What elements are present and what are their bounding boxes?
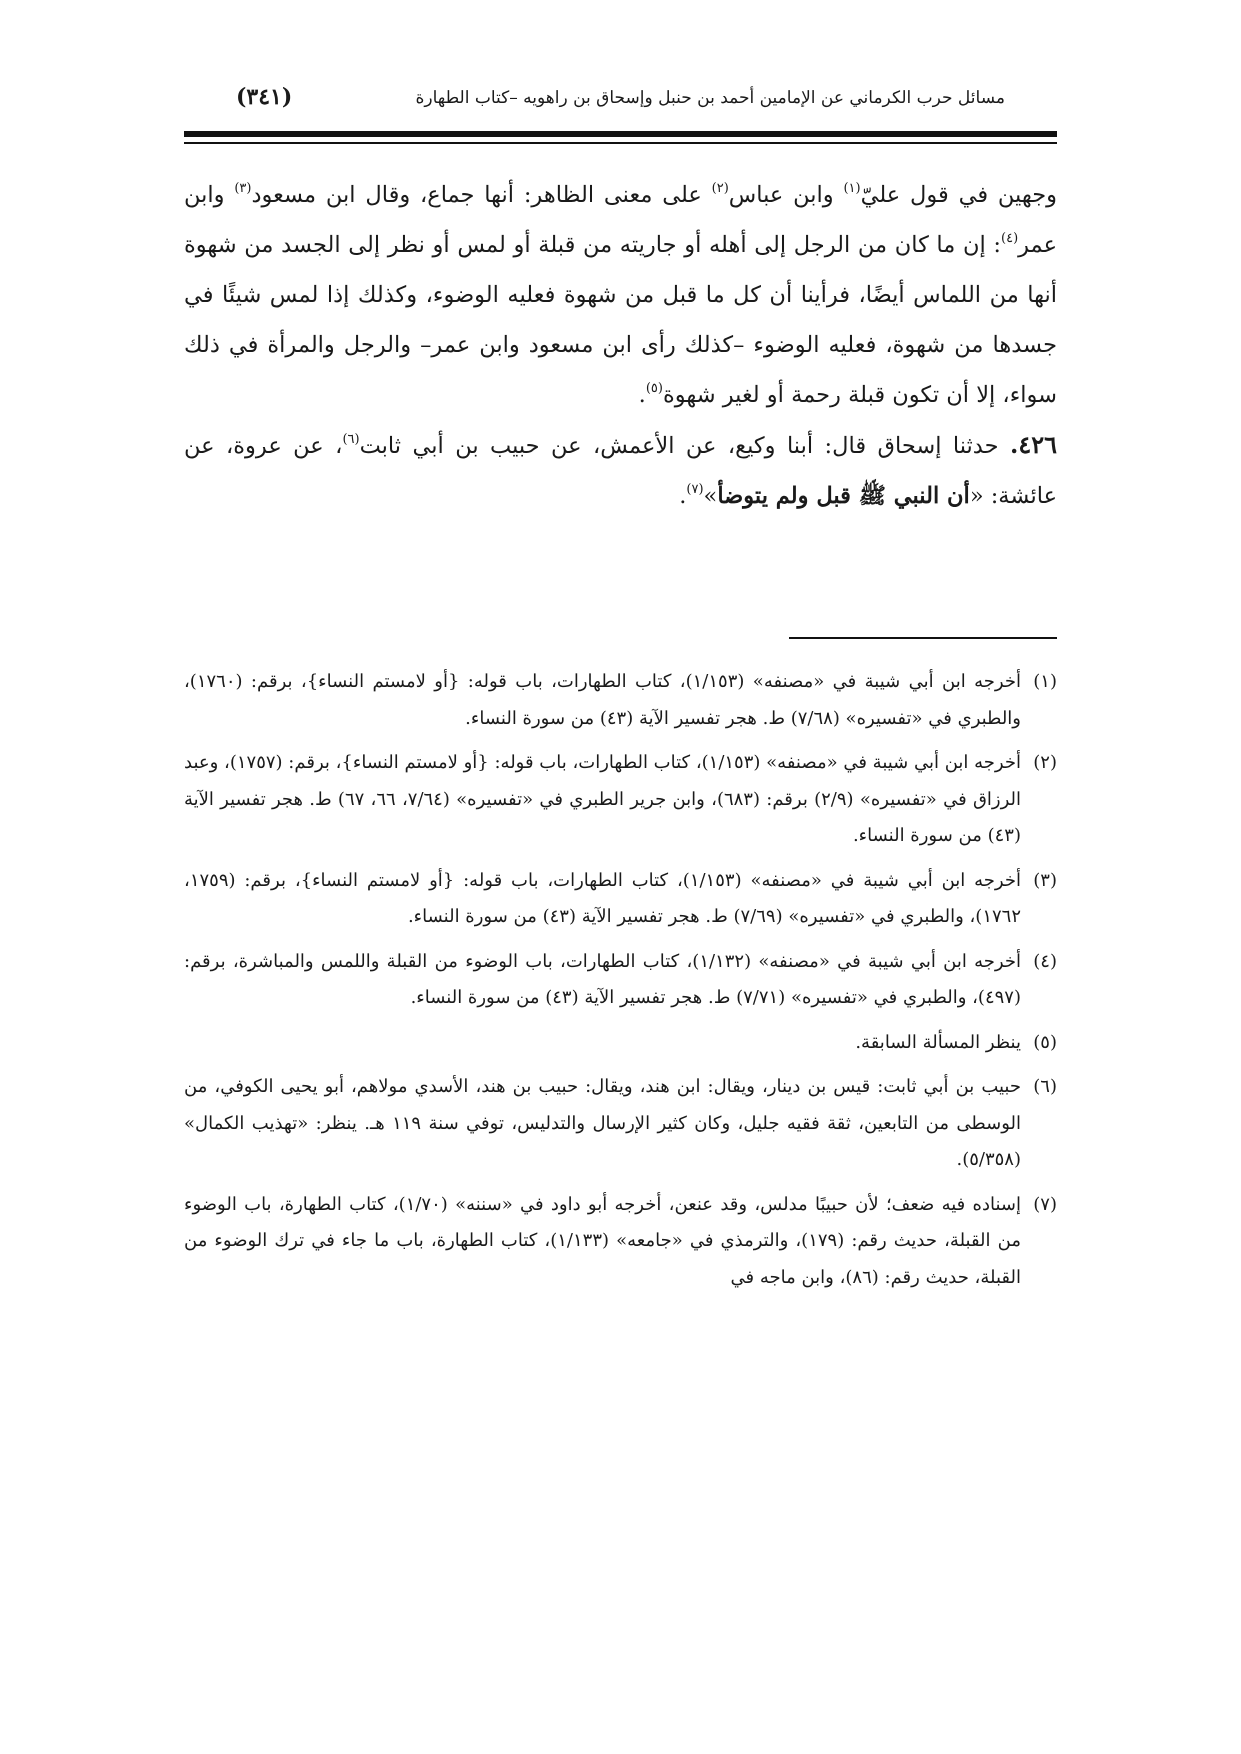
text-run: : إن ما كان من الرجل إلى أهله أو جاريته من قبلة أو لمس أو نظر إلى الجسد من شهوة أنها من اللماس أيضًا، فرأينا أن كل ما قبل من شهوة فعليه الوضوء، وكذلك إذا لمس شيئًا في جسدها من شهوة، فعليه الوضوء –كذلك رأى ابن مسعود وابن عمر– والرجل والمرأة في ذلك سواء، إلا أن تكون قبلة رحمة أو لغير شهوة — [184, 232, 1057, 408]
footnote-text: ينظر المسألة السابقة. — [855, 1031, 1021, 1053]
issue-number: ٤٢٦. — [1009, 430, 1057, 459]
footnote-number: (٦) — [1033, 1076, 1057, 1097]
footnote — [184, 944, 1057, 1017]
footnote-ref: (١) — [843, 180, 861, 196]
footnote-number: (٤) — [1033, 950, 1057, 972]
header-rule-thin — [184, 142, 1057, 144]
text-run: ، عن عروة، عن عائشة: « — [184, 433, 1057, 509]
issue-paragraph — [184, 420, 1057, 521]
footnote — [184, 745, 1057, 855]
footnote — [184, 664, 1057, 737]
footnote-text: إسناده فيه ضعف؛ لأن حبيبًا مدلس، وقد عنعن، أخرجه أبو داود في «سننه» (١/٧٠)، كتاب الطهارة، باب الوضوء من القبلة، حديث رقم: (١٧٩)، والترمذي في «جامعه» (١/١٣٣)، كتاب الطهارة، باب ما جاء في ترك الوضوء من القبلة، حديث رقم: (٨٦)، وابن ماجه في — [184, 1193, 1022, 1288]
text-run: . — [679, 483, 687, 509]
text-run: وابن عباس — [728, 182, 844, 208]
header-rule-thick — [184, 131, 1057, 137]
footnote-number: (٧) — [1033, 1193, 1057, 1215]
discussion-paragraph — [184, 170, 1057, 420]
footnote-text: أخرجه ابن أبي شيبة في «مصنفه» (١/١٥٣)، كتاب الطهارات، باب قوله: {أو لامستم النساء}، برقم: (١٧٥٩، ١٧٦٢)، والطبري في «تفسيره» (٧/٦٩) ط. هجر تفسير الآية (٤٣) من سورة النساء. — [184, 869, 1021, 927]
text-run: على معنى الظاهر: أنها جماع، وقال ابن مسعود — [251, 182, 712, 208]
footnote-text: حبيب بن أبي ثابت: قيس بن دينار، ويقال: ابن هند، ويقال: حبيب بن هند، الأسدي مولاهم، أبو يحيى الكوفي، من الوسطى من التابعين، ثقة فقيه جليل، وكان كثير الإرسال والتدليس، توفي سنة ١١٩ هـ. ينظر: «تهذيب الكمال» (٥/٣٥٨). — [184, 1076, 1022, 1170]
page-number: (٣٤١) — [236, 84, 293, 110]
text-run: وابن عمر — [184, 182, 1057, 258]
page-header — [236, 84, 1005, 120]
text-run: » — [703, 483, 718, 509]
footnote — [184, 1187, 1057, 1297]
footnote-ref: (٥) — [645, 380, 663, 396]
footnote-ref: (٣) — [234, 180, 252, 196]
footnote-text: أخرجه ابن أبي شيبة في «مصنفه» (١/١٣٢)، كتاب الطهارات، باب الوضوء من القبلة واللمس والمباشرة، برقم: (٤٩٧)، والطبري في «تفسيره» (٧/٧١) ط. هجر تفسير الآية (٤٣) من سورة النساء. — [184, 950, 1021, 1008]
hadith-text: أن النبي ﷺ قبل ولم يتوضأ — [717, 483, 970, 509]
footnote-ref: (٤) — [1001, 230, 1019, 246]
footnote — [184, 1069, 1057, 1179]
footnote-ref: (٢) — [711, 180, 729, 196]
main-text — [184, 170, 1057, 521]
footnote-text: أخرجه ابن أبي شيبة في «مصنفه» (١/١٥٣)، كتاب الطهارات، باب قوله: {أو لامستم النساء}، برقم: (١٧٥٧)، وعبد الرزاق في «تفسيره» (٢/٩) برقم: (٦٨٣)، وابن جرير الطبري في «تفسيره» (٧/٦٤، ٦٦، ٦٧) ط. هجر تفسير الآية (٤٣) من سورة النساء. — [184, 752, 1022, 846]
footnote — [184, 863, 1057, 936]
footnote-ref: (٦) — [342, 431, 360, 447]
footnote-ref: (٧) — [686, 481, 704, 497]
footnote-number: (٥) — [1033, 1031, 1057, 1053]
text-run: حدثنا إسحاق قال: أبنا وكيع، عن الأعمش، عن حبيب بن أبي ثابت — [359, 433, 1010, 459]
footnote — [184, 1025, 1057, 1062]
footnote-number: (٢) — [1033, 752, 1057, 773]
footnote-text: أخرجه ابن أبي شيبة في «مصنفه» (١/١٥٣)، كتاب الطهارات، باب قوله: {أو لامستم النساء}، برقم: (١٧٦٠)، والطبري في «تفسيره» (٧/٦٨) ط. هجر تفسير الآية (٤٣) من سورة النساء. — [184, 671, 1021, 729]
running-title: مسائل حرب الكرماني عن الإمامين أحمد بن حنبل وإسحاق بن راهويه –كتاب الطهارة — [415, 88, 1005, 108]
footnote-number: (٣) — [1033, 869, 1057, 891]
footnote-separator — [789, 637, 1057, 639]
text-run: . — [638, 382, 646, 408]
text-run: وجهين في قول عليّ — [860, 182, 1057, 208]
footnotes — [184, 664, 1057, 1304]
footnote-number: (١) — [1033, 671, 1057, 692]
